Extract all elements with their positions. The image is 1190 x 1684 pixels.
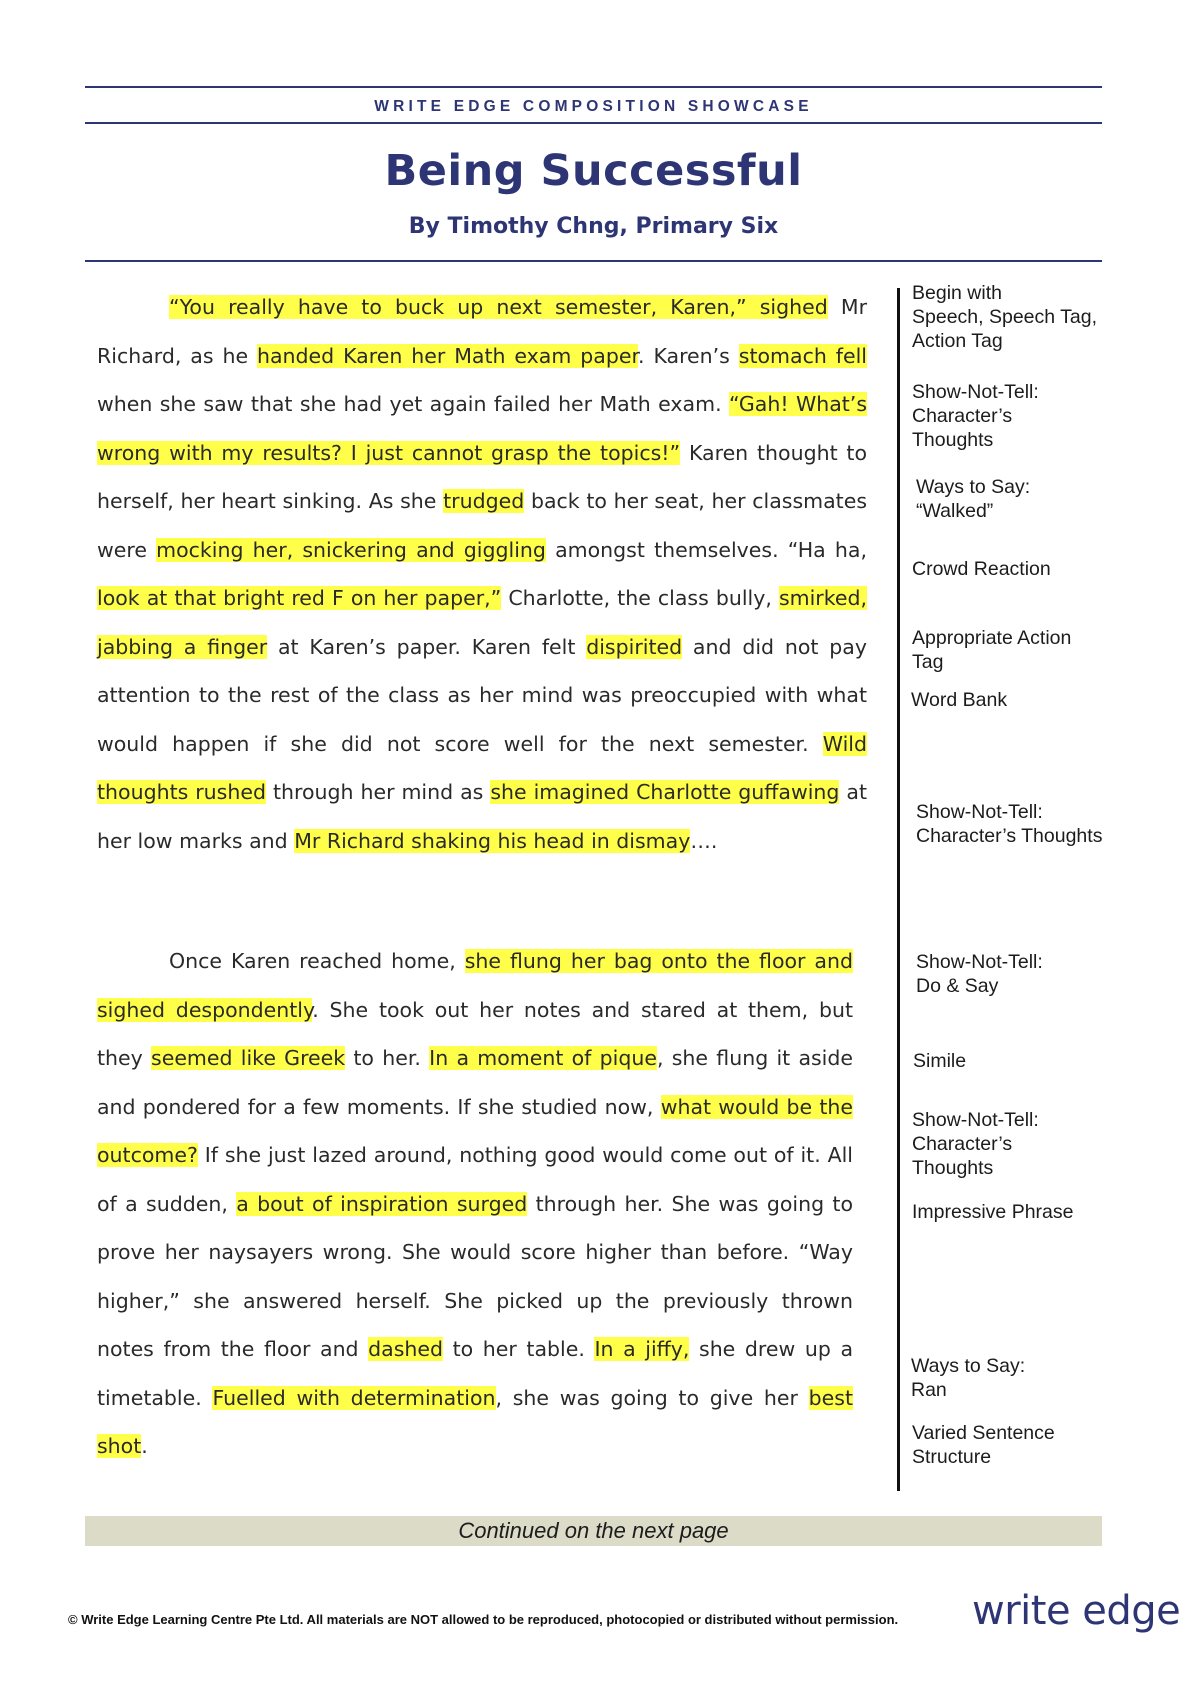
annotation-note: Appropriate Action Tag [912,627,1072,673]
essay-text: If she just lazed around, nothing good would come out of it. All of a sudden, [97,1143,853,1216]
essay-text: through her. She was going to prove her naysayers wrong. She would score higher than before. “Way higher,” she answered herself. She picked up the previously thrown notes from the floor and [97,1191,854,1361]
highlighted-phrase: Wild thoughts rushed [97,731,867,804]
highlighted-phrase: In a jiffy, [594,1337,690,1361]
annotation-divider [897,288,900,1491]
header-rule [85,122,1102,124]
highlighted-phrase: a bout of inspiration surged [236,1191,528,1216]
showcase-header: WRITE EDGE COMPOSITION SHOWCASE [374,98,813,115]
continued-label: Continued on the next page [458,1518,729,1543]
highlighted-phrase: look at that bright red F on her paper,” [97,586,502,610]
highlighted-phrase: dispirited [586,634,683,659]
highlighted-phrase: Mr Richard shaking his head in dismay [294,828,691,853]
annotation-note: Simile [913,1050,967,1072]
essay-text: at Karen’s paper. Karen felt [267,634,587,659]
highlighted-phrase: mocking her, snickering and giggling [156,537,546,562]
annotation-note: Word Bank [911,689,1008,711]
essay-text: at her low marks and [97,780,868,853]
essay-text: . She took out her notes and stared at them, but they [97,997,853,1070]
title-rule [85,260,1102,262]
essay-text: when she saw that she had yet again failed her Math exam. [97,392,729,416]
highlighted-phrase: she flung her bag onto the floor and sighed despondently [97,949,854,1022]
essay-text: Karen thought to herself, her heart sinking. As she [97,440,868,513]
essay-text: back to her seat, her classmates were [97,489,868,562]
annotation-note: Show-Not-Tell: Character’s Thoughts [912,381,1039,451]
highlighted-phrase: best shot [97,1385,853,1458]
essay-title: Being Successful [384,146,803,196]
highlighted-phrase: “Gah! What’s wrong with my results? I just cannot grasp the topics!” [97,392,867,465]
essay-paragraph-2 [97,937,853,1471]
highlighted-phrase: handed Karen her Math exam paper [256,343,638,368]
highlighted-phrase: stomach fell [738,343,867,368]
essay-text: . Karen’s [638,343,739,368]
annotation-note: Show-Not-Tell: Character’s Thoughts [912,1109,1039,1179]
annotation-note: Ways to Say: “Walked” [916,476,1031,522]
highlighted-phrase: smirked, jabbing a finger [97,586,867,659]
annotation-note: Show-Not-Tell: Character’s Thoughts [916,801,1103,847]
highlighted-phrase: what would be the outcome? [97,1094,854,1167]
highlighted-phrase: In a moment of pique [429,1046,657,1070]
essay-byline: By Timothy Chng, Primary Six [408,214,779,239]
essay-text: to her table. [443,1337,595,1361]
essay-text: …. [690,828,718,853]
annotation-note: Ways to Say: Ran [911,1355,1026,1401]
essay-text: Once Karen reached home, [169,949,465,973]
annotation-note: Show-Not-Tell: Do & Say [916,951,1043,997]
essay-text: Mr Richard, as he [97,295,867,368]
highlighted-phrase: she imagined Charlotte guffawing [490,780,840,804]
essay-text: and did not pay attention to the rest of the class as her mind was preoccupied with what would happen if she did not score well for the next semester. [97,634,867,756]
highlighted-phrase: Fuelled with determination [212,1385,496,1410]
top-rule [85,86,1102,88]
essay-text: . [141,1434,148,1458]
continued-banner [85,1516,1102,1546]
essay-text: amongst themselves. “Ha ha, [545,537,867,562]
annotation-note: Begin with Speech, Speech Tag, Action Tag [912,282,1098,352]
highlighted-phrase: trudged [443,489,525,513]
essay-text: Charlotte, the class bully, [501,586,779,610]
essay-text: she drew up a timetable. [97,1337,854,1410]
annotation-note: Crowd Reaction [912,558,1051,580]
highlighted-phrase: seemed like Greek [151,1046,346,1070]
essay-text: to her. [345,1046,430,1070]
annotation-note: Impressive Phrase [912,1201,1074,1223]
annotation-note: Varied Sentence Structure [912,1422,1055,1468]
essay-text: , she flung it aside and pondered for a few moments. If she studied now, [97,1046,854,1119]
copyright-notice: © Write Edge Learning Centre Pte Ltd. All materials are NOT allowed to be reproduced, photocopied or distributed without permission. [68,1612,899,1627]
essay-text: , she was going to give her [495,1385,809,1410]
essay-text: through her mind as [265,780,491,804]
highlighted-phrase: dashed [368,1337,444,1361]
essay-paragraph-1 [97,283,867,865]
highlighted-phrase: “You really have to buck up next semester, Karen,” sighed [169,295,828,319]
write-edge-logo: write edge [972,1588,1181,1634]
